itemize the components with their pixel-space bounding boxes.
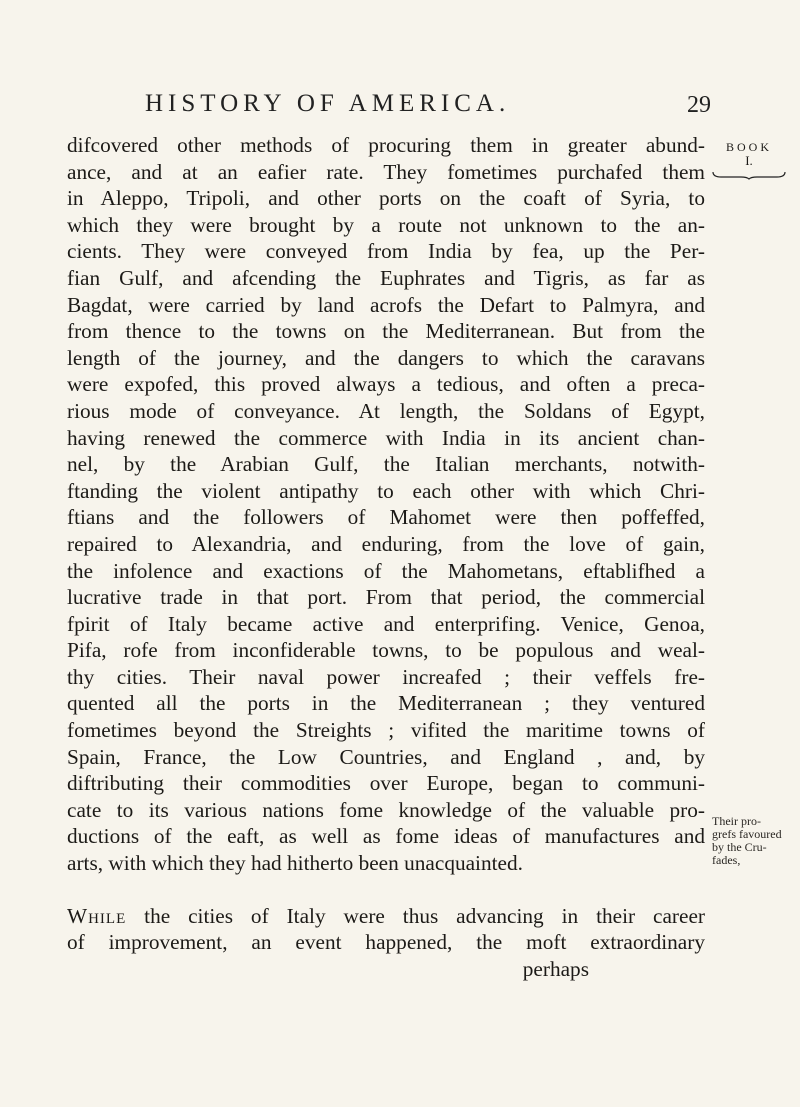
marginal-note-line: Their pro- — [712, 814, 761, 828]
text-line: Bagdat, were carried by land acrofs the Defart to Palmyra, and — [67, 292, 705, 317]
text-line: fpirit of Italy became active and enterprifing. Venice, Genoa, — [67, 611, 705, 636]
book-numeral: I. — [745, 153, 753, 168]
page-number: 29 — [687, 92, 711, 118]
book-marker — [704, 140, 794, 180]
text-line: which they were brought by a route not unknown to the an- — [67, 212, 705, 237]
text-line: nel, by the Arabian Gulf, the Italian merchants, notwith- — [67, 452, 705, 477]
text-line: length of the journey, and the dangers to which the caravans — [67, 345, 705, 370]
catchword: perhaps — [522, 956, 589, 981]
text-line: rious mode of conveyance. At length, the Soldans of Egypt, — [67, 398, 705, 423]
marginal-note-line: fades, — [712, 853, 741, 867]
text-line: diftributing their commodities over Europe, began to communi- — [67, 771, 705, 796]
text-line: fian Gulf, and afcending the Euphrates and Tigris, as far as — [67, 265, 705, 290]
text-line: having renewed the commerce with India in its ancient chan- — [67, 425, 705, 450]
text-line: from thence to the towns on the Mediterranean. But from the — [67, 319, 705, 344]
text-line: ductions of the eaft, as well as fome ideas of manufactures and — [67, 824, 705, 849]
paragraph-opening-line — [67, 903, 705, 930]
book-label: BOOK — [725, 140, 772, 154]
text-line: lucrative trade in that port. From that period, the commercial — [67, 585, 705, 610]
text-line: ance, and at an eafier rate. They fometimes purchafed them — [67, 159, 705, 184]
text-line: of improvement, an event happened, the moft extraordinary — [67, 930, 705, 955]
text-line: repaired to Alexandria, and enduring, from the love of gain, — [67, 531, 705, 556]
marginal-note-line: grefs favoured — [712, 827, 782, 841]
text-line: cients. They were conveyed from India by fea, up the Per- — [67, 239, 705, 264]
brace-ornament-icon — [711, 170, 787, 180]
text-line: cate to its various nations fome knowledge of the valuable pro- — [67, 797, 705, 822]
text-line: ftians and the followers of Mahomet were then poffeffed, — [67, 505, 705, 530]
text-line: quented all the ports in the Mediterranean ; they ventured — [67, 691, 705, 716]
body-text — [67, 132, 705, 982]
text-line: in Aleppo, Tripoli, and other ports on the coaft of Syria, to — [67, 186, 705, 211]
running-title: HISTORY OF AMERICA. — [145, 90, 511, 117]
text-line: Pifa, rofe from inconfiderable towns, to be populous and weal- — [67, 638, 705, 663]
marginal-note — [712, 815, 792, 867]
marginal-note-line: by the Cru- — [712, 840, 767, 854]
text-line: the cities of Italy were thus advancing in their career — [144, 903, 705, 928]
text-line: fometimes beyond the Streights ; vifited the maritime towns of — [67, 718, 705, 743]
text-line: the infolence and exactions of the Mahometans, eftablifhed a — [67, 558, 705, 583]
text-line: were expofed, this proved always a tedious, and often a preca- — [67, 372, 705, 397]
text-line: difcovered other methods of procuring them in greater abund- — [67, 133, 705, 157]
text-line: ftanding the violent antipathy to each other with which Chri- — [67, 478, 705, 503]
text-line: thy cities. Their naval power increafed ; their veffels fre- — [67, 664, 705, 689]
text-line: Spain, France, the Low Countries, and England , and, by — [67, 744, 705, 769]
text-line: arts, with which they had hitherto been unacquainted. — [67, 851, 523, 876]
paragraph-first-word: While — [67, 903, 127, 928]
